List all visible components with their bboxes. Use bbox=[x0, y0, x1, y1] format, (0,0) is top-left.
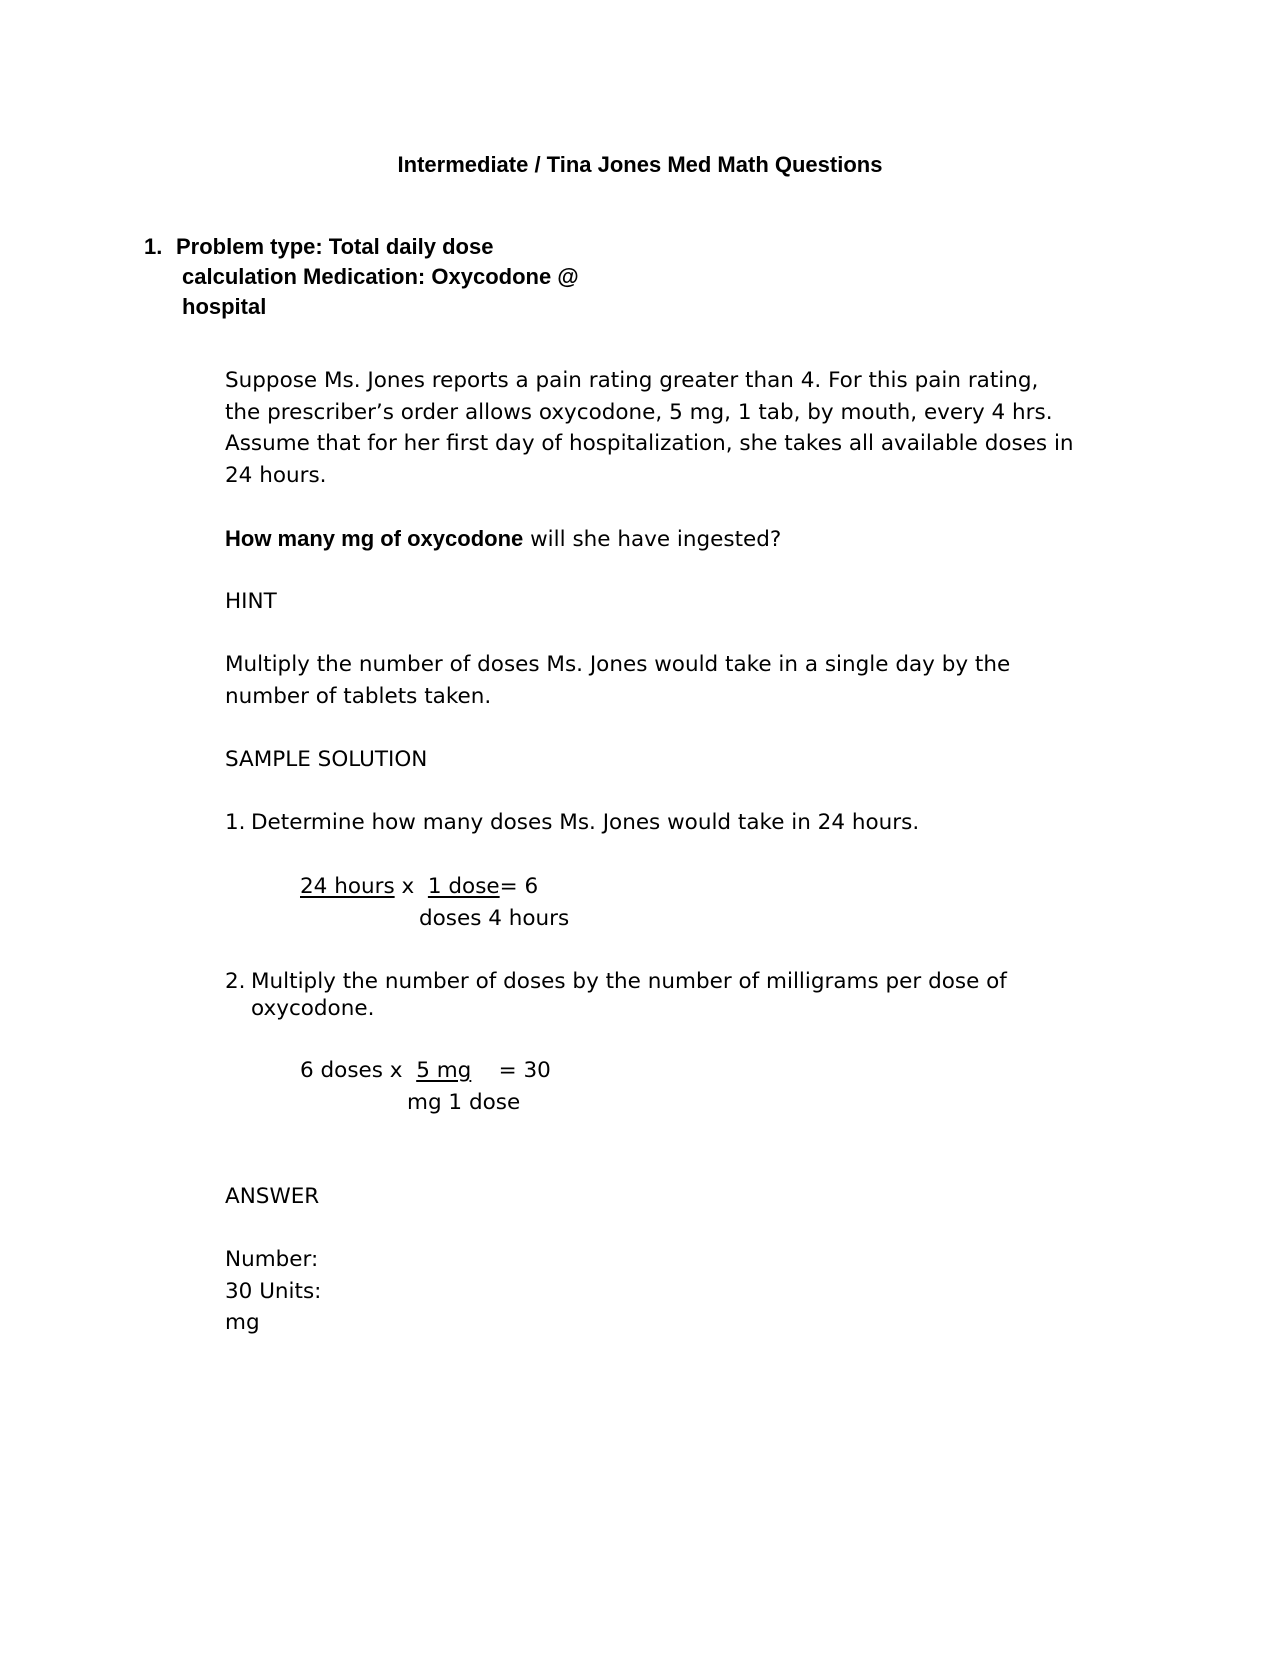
step-1-times: x bbox=[401, 874, 415, 899]
hint-label: HINT bbox=[225, 589, 277, 614]
question-prompt-rest: will she have ingested? bbox=[523, 527, 782, 552]
solution-label: SAMPLE SOLUTION bbox=[225, 747, 428, 772]
step-2-equation bbox=[300, 1055, 551, 1087]
step-1-numerator-b: 1 dose bbox=[427, 874, 500, 899]
step-2-numerator-b: 5 mg bbox=[416, 1058, 472, 1083]
step-2-number: 2. bbox=[225, 969, 246, 994]
step-2-text-line-1: Multiply the number of doses by the number of milligrams per dose of bbox=[251, 969, 1007, 994]
question-heading-line-2: calculation Medication: Oxycodone @ bbox=[182, 264, 579, 289]
step-1-numerator-a: 24 hours bbox=[300, 874, 395, 899]
question-heading-line-3: hospital bbox=[182, 294, 267, 319]
step-2-text-line-2: oxycodone. bbox=[251, 996, 375, 1021]
step-1-text: Determine how many doses Ms. Jones would take in 24 hours. bbox=[251, 810, 920, 835]
step-2-term-a: 6 doses x bbox=[300, 1058, 403, 1083]
page-title: Intermediate / Tina Jones Med Math Questions bbox=[397, 152, 883, 177]
scenario-line: the prescriber’s order allows oxycodone, 5 mg, 1 tab, by mouth, every 4 hrs. bbox=[225, 400, 1053, 425]
hint-line: number of tablets taken. bbox=[225, 684, 492, 709]
scenario-line: Suppose Ms. Jones reports a pain rating greater than 4. For this pain rating, bbox=[225, 368, 1039, 393]
question-prompt bbox=[225, 523, 781, 556]
question-prompt-bold: How many mg of oxycodone bbox=[225, 526, 524, 551]
step-1-result: = 6 bbox=[499, 874, 539, 899]
answer-line: Number: bbox=[225, 1247, 319, 1272]
answer-line: 30 Units: bbox=[225, 1279, 322, 1304]
step-1-number: 1. bbox=[225, 810, 246, 835]
scenario-line: Assume that for her first day of hospitalization, she takes all available doses in bbox=[225, 431, 1074, 456]
hint-line: Multiply the number of doses Ms. Jones would take in a single day by the bbox=[225, 652, 1011, 677]
answer-label: ANSWER bbox=[225, 1184, 320, 1209]
question-heading-line-1: Problem type: Total daily dose bbox=[176, 234, 494, 259]
answer-line: mg bbox=[225, 1310, 260, 1335]
scenario-line: 24 hours. bbox=[225, 463, 327, 488]
step-2-result: = 30 bbox=[498, 1058, 551, 1083]
question-number: 1. bbox=[144, 234, 163, 259]
step-1-equation-denominators: doses 4 hours bbox=[419, 906, 570, 931]
step-2-equation-denominators: mg 1 dose bbox=[407, 1090, 521, 1115]
step-1-equation bbox=[300, 871, 538, 903]
